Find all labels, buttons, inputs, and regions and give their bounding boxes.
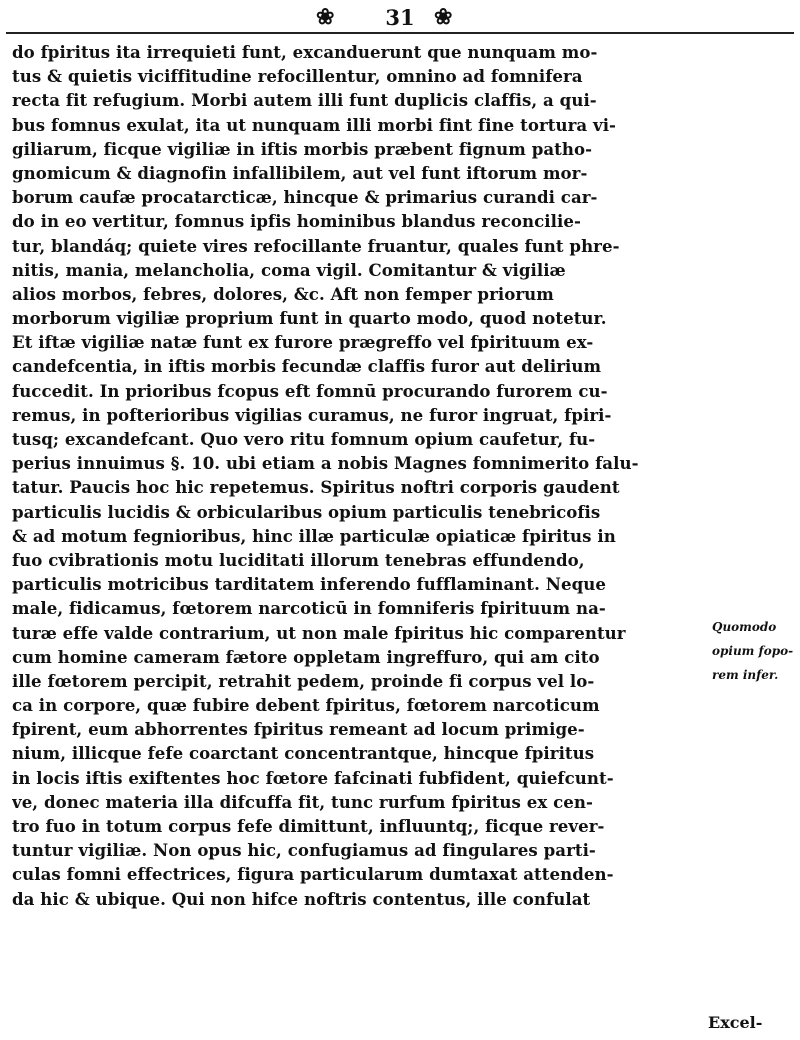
header-rule [6,32,794,34]
text-line: nium, illicque fefe coarctant concentrantque, hincque fpiritus [12,743,595,764]
text-line: fuo cvibrationis motu luciditati illorum tenebras effundendo, [12,549,585,570]
flower-ornament-left-icon: ❀ [316,4,335,30]
text-line: & ad motum fegnioribus, hinc illæ particulæ opiaticæ fpiritus in [12,525,616,546]
marginal-note: Quomodo [712,620,777,634]
text-line: morborum vigiliæ proprium funt in quarto modo, quod notetur. [12,308,607,329]
text-line: turæ effe valde contrarium, ut non male fpiritus hic comparentur [12,622,626,643]
text-line: recta fit refugium. Morbi autem illi funt duplicis claffis, a qui- [12,90,597,111]
text-line: fuccedit. In prioribus fcopus eft fomnū procurando furorem cu- [12,380,608,401]
text-line: bus fomnus exulat, ita ut nunquam illi morbi fint fine tortura vi- [12,114,616,135]
text-line: ca in corpore, quæ fubire debent fpiritus, fœtorem narcoticum [12,695,600,716]
text-line: Et iftæ vigiliæ natæ funt ex furore prægreffo vel fpirituum ex- [12,332,594,353]
body-text [12,40,708,911]
text-line: male, fidicamus, fœtorem narcoticū in fomniferis fpirituum na- [12,598,606,619]
catchword: Excel- [708,1013,763,1032]
text-line: tro fuo in totum corpus fefe dimittunt, influuntq;, ficque rever- [12,816,605,836]
text-line: in locis iftis exiftentes hoc fœtore fafcinati fubfident, quiefcunt- [12,767,614,788]
flower-ornament-right-icon: ❀ [434,4,453,30]
text-line: nitis, mania, melancholia, coma vigil. Comitantur & vigiliæ [12,259,566,280]
text-line: culas fomni effectrices, figura particularum dumtaxat attenden- [12,864,614,885]
text-line: giliarum, ficque vigiliæ in iftis morbis præbent fignum patho- [12,138,593,159]
text-line: tuntur vigiliæ. Non opus hic, confugiamus ad fingulares parti- [12,840,596,861]
text-line: tatur. Paucis hoc hic repetemus. Spiritus noftri corporis gaudent [12,477,620,498]
text-line: cum homine cameram fætore oppletam ingreffuro, qui am cito [12,646,600,667]
text-line: fpirent, eum abhorrentes fpiritus remeant ad locum primige- [12,719,585,740]
text-line: da hic & ubique. Qui non hifce noftris contentus, ille confulat [12,888,591,909]
text-line: particulis motricibus tarditatem inferendo fufflaminant. Neque [12,574,606,595]
text-line: tusq; excandefcant. Quo vero ritu fomnum opium caufetur, fu- [12,429,596,449]
text-line: do fpiritus ita irrequieti funt, excanduerunt que nunquam mo- [12,42,598,62]
text-line: ille fœtorem percipit, retrahit pedem, proinde fi corpus vel lo- [12,670,595,691]
page-number: 31 [385,5,415,30]
text-line: tus & quietis viciffitudine refocillentur, omnino ad fomnifera [12,66,583,87]
text-line: alios morbos, febres, dolores, &c. Aft non femper priorum [12,283,554,304]
text-line: gnomicum & diagnofin infallibilem, aut vel funt iftorum mor- [12,162,588,183]
marginal-note: rem infer. [712,668,779,682]
marginal-note: opium fopo- [712,644,794,658]
text-line: borum caufæ procatarcticæ, hincque & primarius curandi car- [12,187,598,208]
text-line: tur, blandáq; quiete vires refocillante fruantur, quales funt phre- [12,235,620,256]
page-header [0,0,800,44]
text-line: candefcentia, in iftis morbis fecundæ claffis furor aut delirium [12,356,602,377]
text-line: perius innuimus §. 10. ubi etiam a nobis Magnes fomnimerito falu- [12,453,639,474]
text-line: ve, donec materia illa difcuffa fit, tunc rurfum fpiritus ex cen- [12,791,593,812]
text-line: do in eo vertitur, fomnus ipfis hominibus blandus reconcilie- [12,211,581,232]
text-line: remus, in pofterioribus vigilias curamus, ne furor ingruat, fpiri- [12,404,612,425]
text-line: particulis lucidis & orbicularibus opium particulis tenebricofis [12,501,601,522]
